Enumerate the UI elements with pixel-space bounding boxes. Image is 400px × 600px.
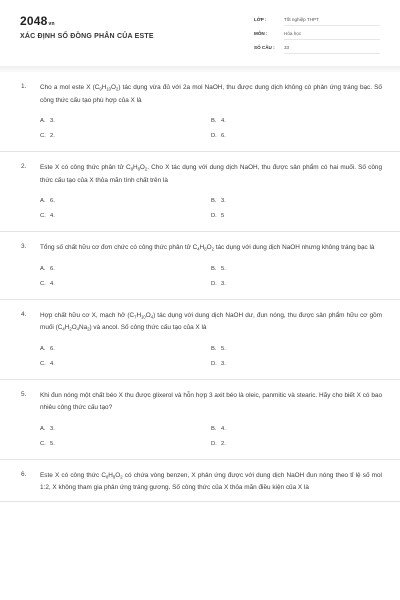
option-value: 3. — [221, 198, 226, 204]
option-label: D. — [211, 360, 217, 367]
meta-label: LỚP : — [254, 17, 267, 22]
question-item — [0, 380, 400, 460]
answer-option[interactable] — [40, 358, 211, 373]
option-value: 3. — [50, 425, 55, 432]
site-logo[interactable] — [20, 14, 55, 28]
option-value: 6. — [221, 133, 226, 139]
question-number: 3. — [21, 243, 27, 250]
answer-option[interactable] — [40, 195, 211, 210]
answer-options — [40, 423, 382, 453]
meta-row — [254, 42, 380, 56]
question-number: 4. — [21, 310, 27, 318]
question-item — [0, 232, 400, 300]
answer-options — [40, 115, 382, 145]
option-value: 3. — [221, 280, 226, 287]
question-number: 5. — [21, 390, 27, 398]
option-label: C. — [40, 213, 46, 219]
option-label: A. — [40, 118, 46, 124]
option-label: A. — [40, 345, 46, 352]
answer-options — [40, 195, 382, 225]
answer-option[interactable] — [40, 115, 211, 130]
answer-option[interactable] — [40, 130, 211, 145]
worksheet-meta — [254, 14, 380, 56]
option-value: 4. — [50, 280, 55, 287]
option-value: 4. — [50, 213, 55, 219]
option-value: 6. — [50, 345, 55, 352]
answer-option[interactable] — [211, 278, 382, 293]
answer-options — [40, 343, 382, 373]
question-text: Este X có công thức phân tử $C_8H_8O_2$. Cho X tác dụng với dung dịch NaOH, thu được sản phẩm có hai muối. Số công thức cấu tạo của X thỏa mãn tính chất trên là — [40, 164, 382, 184]
answer-option[interactable] — [211, 423, 382, 438]
answer-option[interactable] — [40, 343, 211, 358]
question-item — [0, 152, 400, 232]
meta-label: SỐ CÂU : — [254, 45, 275, 50]
answer-option[interactable] — [211, 210, 382, 225]
meta-value: Hóa học — [284, 31, 302, 36]
option-value: 3. — [50, 118, 55, 124]
option-label: B. — [211, 345, 217, 352]
option-label: D. — [211, 280, 217, 287]
answer-option[interactable] — [211, 195, 382, 210]
option-value: 5. — [50, 440, 55, 447]
answer-options — [40, 263, 382, 293]
option-label: A. — [40, 425, 46, 432]
question-item — [0, 460, 400, 502]
option-label: C. — [40, 133, 46, 139]
answer-option[interactable] — [211, 263, 382, 278]
answer-option[interactable] — [40, 278, 211, 293]
logo-suffix: vn — [48, 21, 55, 27]
option-label: C. — [40, 280, 46, 287]
answer-option[interactable] — [211, 130, 382, 145]
option-value: 2. — [50, 133, 55, 139]
answer-option[interactable] — [211, 358, 382, 373]
option-value: 4. — [50, 360, 55, 367]
question-text: Este X có công thức $C_8H_8O_2$ có chứa vòng benzen, X phản ứng được với dung dịch NaOH đun nóng theo tỉ lệ số mol 1:2, X không tham gia phản ứng tráng gương. Số công thức của X thỏa mãn điều kiện của X là — [40, 471, 382, 491]
option-label: D. — [211, 440, 217, 447]
answer-option[interactable] — [40, 210, 211, 225]
option-value: 2. — [221, 440, 226, 447]
meta-underline — [284, 53, 380, 54]
option-value: 4. — [221, 118, 226, 124]
option-label: C. — [40, 360, 46, 367]
question-number: 2. — [21, 163, 27, 170]
option-label: A. — [40, 265, 46, 272]
option-label: B. — [211, 425, 217, 432]
question-text: Hợp chất hữu cơ X, mạch hở $(C_7H_{10}O_4)$ tác dụng với dung dịch NaOH dư, đun nóng, thu được sản phẩm hữu cơ gồm muối $(C_4H_2O_4Na_2)$ và ancol. Số công thức cấu tạo của X là — [40, 311, 382, 332]
meta-value: Tốt nghiệp THPT — [284, 17, 319, 22]
meta-row — [254, 28, 380, 42]
question-item — [0, 72, 400, 152]
question-list — [0, 72, 400, 502]
answer-option[interactable] — [40, 438, 211, 453]
question-text: Khi đun nóng một chất béo X thu được glixerol và hỗn hợp 3 axit béo là oleic, panmitic và stearic. Hãy cho biết X có bao nhiêu công thức cấu tạo? — [40, 391, 382, 411]
option-value: 5. — [221, 265, 226, 272]
meta-value: 33 — [284, 45, 290, 50]
option-label: B. — [211, 198, 217, 204]
option-value: 5 — [221, 213, 225, 219]
option-value: 4. — [221, 425, 226, 432]
option-label: B. — [211, 118, 217, 124]
question-item — [0, 300, 400, 380]
answer-option[interactable] — [211, 438, 382, 453]
option-value: 5. — [221, 345, 226, 352]
meta-label: MÔN : — [254, 31, 268, 36]
question-number: 6. — [21, 470, 27, 478]
option-label: A. — [40, 198, 46, 204]
logo-text: 2048 — [20, 14, 48, 28]
meta-underline — [284, 39, 380, 40]
option-label: C. — [40, 440, 46, 447]
answer-option[interactable] — [211, 115, 382, 130]
meta-row — [254, 14, 380, 28]
worksheet-header — [0, 0, 400, 68]
option-label: D. — [211, 133, 217, 139]
answer-option[interactable] — [211, 343, 382, 358]
answer-option[interactable] — [40, 263, 211, 278]
question-number: 1. — [21, 83, 27, 90]
option-label: D. — [211, 213, 217, 219]
page-title: XÁC ĐỊNH SỐ ĐỒNG PHÂN CỦA ESTE — [20, 33, 154, 40]
answer-option[interactable] — [40, 423, 211, 438]
question-text: Tổng số chất hữu cơ đơn chức có công thức phân tử $C_4H_8O_2$ tác dụng với dung dịch NaOH nhưng không tráng bạc là — [40, 244, 375, 252]
option-value: 6. — [50, 198, 55, 204]
option-value: 3. — [221, 360, 226, 367]
question-text: Cho a mol este X $(C_9H_{10}O_2)$ tác dụng vừa đủ với 2a mol NaOH, thu được dung dịch không có phản ứng tráng bạc. Số công thức cấu tạo phù hợp của X là — [40, 84, 382, 104]
option-value: 6. — [50, 265, 55, 272]
option-label: B. — [211, 265, 217, 272]
meta-underline — [284, 25, 380, 26]
